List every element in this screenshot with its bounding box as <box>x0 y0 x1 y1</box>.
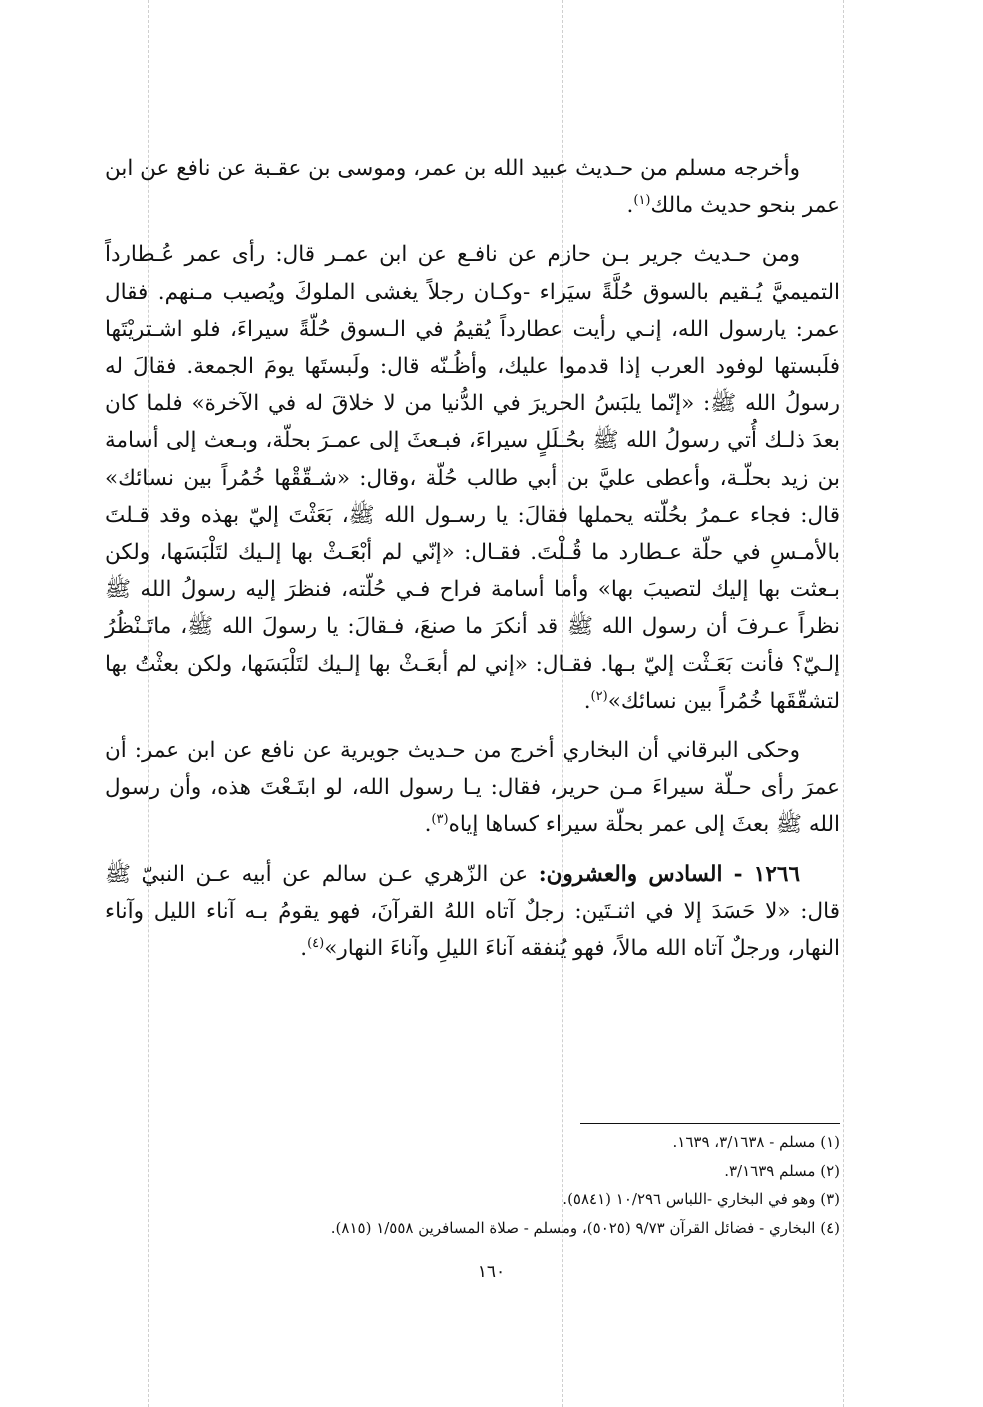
paragraph: ومن حـديث جرير بـن حازم عن نافـع عن ابن عمـر قال: رأى عمر عُـطارداً التميميَّ يُـقيم بالسوق حُلَّةً سيَراء -وكـان رجلاً يغشى الملوكَ ويُصيب مـنهم. فقال عمر: يارسول الله، إنـي رأيت عطارداً يُقيمُ في الـسوق حُلّةً سيراءَ، فلو اشـتريْتَها فلَبستها لوفود العرب إذا قدموا عليك، وأظُـنّه قال: ولَبستَها يومَ الجمعة. فقالَ له رسولُ الله ﷺ: «إنّما يلبَسُ الحريرَ في الدُّنيا من لا خلاقَ له في الآخرة» فلما كان بعدَ ذلـك أُتي رسولُ الله ﷺ بحُـلَلٍ سيراءَ، فبـعثَ إلى عمـرَ بحلّة، وبـعث إلى أسامة بن زيد بحلّـة، وأعطى عليَّ بن أبي طالب حُلّة ،وقال: «شـقّقْها خُمُراً بين نسائك» قال: فجاء عـمرُ بحُلّته يحملها فقالَ: يا رسـول الله ﷺ، بَعَثْتَ إليّ بهذه وقد قـلتَ بالأمـسِ في حلّة عـطارد ما قُـلْتَ. فقـال: «إنّي لم أبْعَـثْ بها إلـيك لتَلْبَسَها، ولكن بـعثت بها إليك لتصيبَ بها» وأما أسامة فراح فـي حُلّته، فنظرَ إليه رسولُ الله ﷺ نظراً عـرفَ أن رسول الله ﷺ قد أنكرَ ما صنعَ، فـقالَ: يا رسولَ الله ﷺ، ماتَـنْظُرُ إلـيّ؟ فأنت بَعَـثْت إليّ بـها. فقـال: «إني لم أبعَـثْ بها إلـيك لتَلْبَسَها، ولكن بعثْتُ بها لتشقّقَها خُمُراً بين نسائك»$^{(٢)}$. <box>105 242 840 714</box>
footnote: (٢) مسلم ٣/١٦٣٩. <box>724 1161 840 1180</box>
hadith-body: عن الزّهري عـن سالم عن أبيه عـن النبيّ ﷺ قال: «لا حَسَدَ إلا في اثنـتَين: رجلٌ آتاه اللهُ القرآنَ، فهو يقومُ بـه آناء الليل وآناء النهار، ورجلٌ آتاه الله مالاً، فهو يُنفقه آناءَ الليلِ وآناءَ النهار» <box>105 861 840 962</box>
footnote: (٣) وهو في البخاري -اللباس ١٠/٢٩٦ (٥٨٤١). <box>562 1190 840 1208</box>
hadith-paragraph: ١٢٦٦ - السادس والعشرون: عن الزّهري عـن سالم عن أبيه عـن النبيّ ﷺ قال: «لا حَسَدَ إلا في اثنـتَين: رجلٌ آتاه اللهُ القرآنَ، فهو يقومُ بـه آناء الليل وآناء النهار، ورجلٌ آتاه الله مالاً، فهو يُنفقه آناءَ الليلِ وآناءَ النهار»$^{(٤)}$. <box>105 861 840 962</box>
scan-fold-line <box>843 0 844 1407</box>
footnote-marker: (١) <box>633 193 651 209</box>
footnotes <box>105 1128 840 1242</box>
main-text <box>105 150 840 967</box>
footnote-separator <box>580 1123 840 1124</box>
hadith-number-heading: ١٢٦٦ - السادس والعشرون: <box>538 861 800 887</box>
footnote-marker: (٢) <box>590 688 608 704</box>
paragraph: وأخرجه مسلم من حـديث عبيد الله بن عمر، وموسى بن عقـبة عن نافع عن ابن عمر بنحو حديث مالك$^{(١)}$. <box>105 156 840 219</box>
paragraph: وحكى البرقاني أن البخاري أخرج من حـديث جويرية عن نافع عن ابن عمر: أن عمرَ رأى حـلّة سيراءَ مـن حرير، فقال: يـا رسول الله، لو ابتَـعْتَ هذه، وأن رسول الله ﷺ بعثَ إلى عمر بحلّة سيراء كساها إياه$^{(٣)}$. <box>105 738 840 838</box>
page-number: ١٦٠ <box>477 1262 506 1282</box>
footnote: (١) مسلم - ٣/١٦٣٨، ١٦٣٩. <box>672 1133 840 1151</box>
footnote: (٤) البخاري - فضائل القرآن ٩/٧٣ (٥٠٢٥)، ومسلم - صلاة المسافرين ١/٥٥٨ (٨١٥). <box>330 1218 840 1237</box>
footnote-marker: (٤) <box>307 935 325 951</box>
footnote-marker: (٣) <box>431 812 449 828</box>
